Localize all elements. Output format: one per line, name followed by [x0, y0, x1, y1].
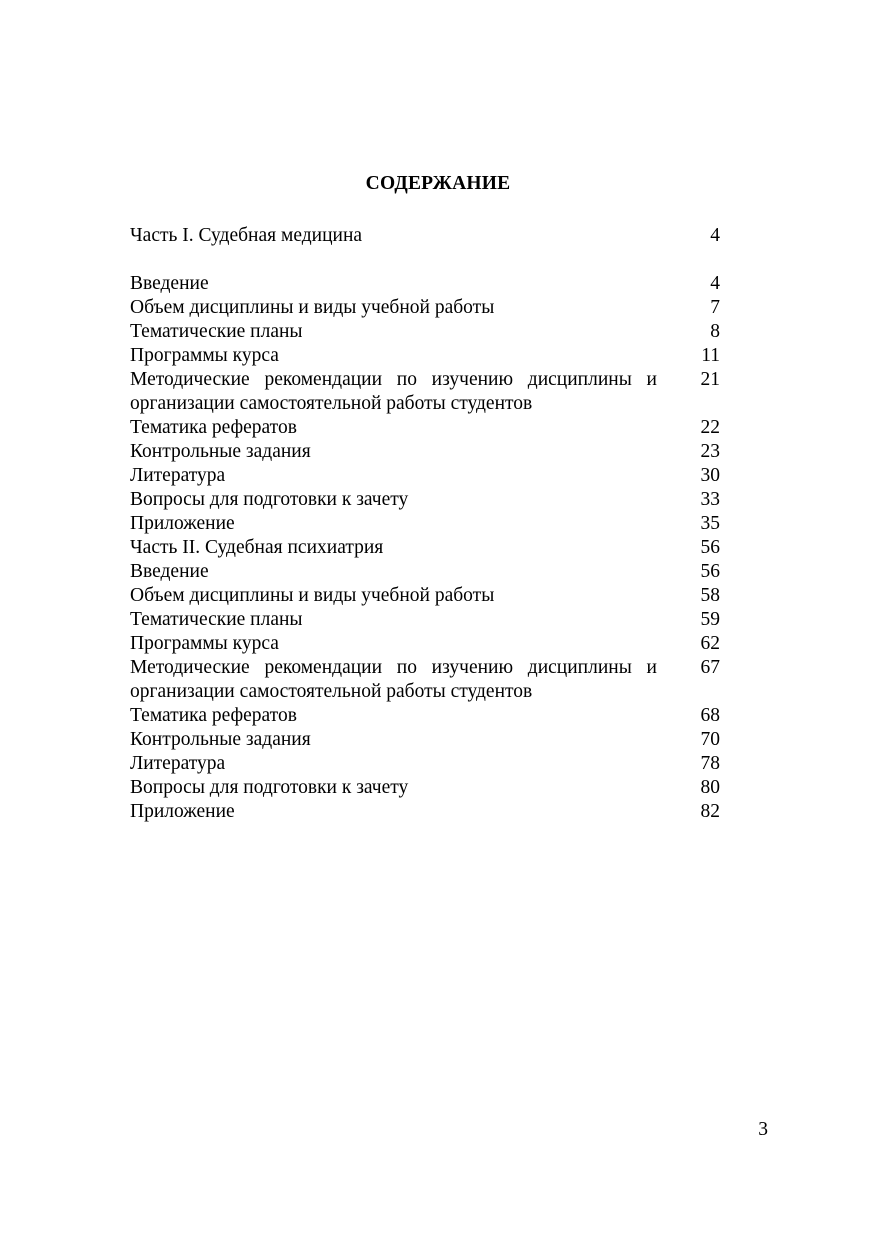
toc-entry-page: 35	[700, 513, 720, 534]
toc-entry-page: 70	[700, 729, 720, 750]
toc-entry-label: Методические рекомендации по изучению дисциплины и организации самостоятельной работы студентов	[130, 369, 657, 414]
toc-entry	[130, 512, 726, 536]
toc-entry-label: Тематика рефератов	[130, 417, 297, 438]
toc-entry-label: Приложение	[130, 513, 235, 534]
toc-entry-page: 11	[701, 345, 720, 366]
toc-entry	[130, 584, 726, 608]
toc-entry-page: 56	[700, 561, 720, 582]
toc-entry-page: 23	[700, 441, 720, 462]
toc-entry	[130, 752, 726, 776]
toc-entry-label: Тематические планы	[130, 321, 303, 342]
toc-entry-label: Часть I. Судебная медицина	[130, 225, 363, 246]
toc-entry	[130, 704, 726, 728]
toc-entry-page: 59	[700, 609, 720, 630]
toc-entry	[130, 296, 726, 320]
toc-entry	[130, 632, 726, 656]
toc-entry-page: 68	[700, 705, 720, 726]
toc-entry-label: Тематические планы	[130, 609, 303, 630]
toc-entry	[130, 344, 726, 368]
toc-entry-label: Литература	[130, 465, 226, 486]
toc-entry-label: Программы курса	[130, 345, 279, 366]
toc-entry	[130, 728, 726, 752]
toc-entry	[130, 608, 726, 632]
toc-entry-label: Литература	[130, 753, 226, 774]
toc-entry-label: Приложение	[130, 801, 235, 822]
toc-entry	[130, 272, 726, 296]
toc-entry-label: Методические рекомендации по изучению дисциплины и организации самостоятельной работы студентов	[130, 657, 657, 702]
toc-entry	[130, 464, 726, 488]
toc-entry-page: 58	[700, 585, 720, 606]
toc-entry-page: 56	[700, 537, 720, 558]
page-title: СОДЕРЖАНИЕ	[365, 173, 511, 194]
toc-entry-page: 30	[700, 465, 720, 486]
toc-entry-label: Часть II. Судебная психиатрия	[130, 537, 384, 558]
toc-entry-part-2	[130, 536, 726, 560]
toc-entry-page: 22	[700, 417, 720, 438]
toc-entry-label: Вопросы для подготовки к зачету	[130, 777, 409, 798]
toc-entry	[130, 800, 726, 824]
toc-entry-page: 7	[710, 297, 720, 318]
toc-entry	[130, 416, 726, 440]
toc-entry	[130, 440, 726, 464]
toc-entry	[130, 776, 726, 800]
toc-entry-label: Программы курса	[130, 633, 279, 654]
table-of-contents	[130, 224, 726, 824]
toc-entry-page: 62	[700, 633, 720, 654]
toc-entry-label: Объем дисциплины и виды учебной работы	[130, 585, 495, 606]
toc-entry-page: 8	[710, 321, 720, 342]
toc-entry	[130, 560, 726, 584]
toc-entry-page: 21	[700, 369, 720, 390]
toc-entry	[130, 320, 726, 344]
toc-entry-page: 33	[700, 489, 720, 510]
toc-entry-part-1	[130, 224, 726, 248]
toc-entry	[130, 656, 726, 704]
toc-entry	[130, 488, 726, 512]
toc-entry-page: 4	[710, 225, 720, 246]
toc-entry-page: 82	[700, 801, 720, 822]
toc-entry-page: 4	[710, 273, 720, 294]
toc-entry-label: Контрольные задания	[130, 441, 311, 462]
toc-entry-label: Объем дисциплины и виды учебной работы	[130, 297, 495, 318]
toc-entry-label: Контрольные задания	[130, 729, 311, 750]
toc-entry-page: 67	[700, 657, 720, 678]
toc-entry-label: Вопросы для подготовки к зачету	[130, 489, 409, 510]
toc-entry-label: Тематика рефератов	[130, 705, 297, 726]
page-number: 3	[758, 1119, 768, 1140]
toc-entry-page: 78	[700, 753, 720, 774]
toc-entry	[130, 368, 726, 416]
toc-entry-page: 80	[700, 777, 720, 798]
toc-entry-label: Введение	[130, 273, 209, 294]
toc-entry-label: Введение	[130, 561, 209, 582]
